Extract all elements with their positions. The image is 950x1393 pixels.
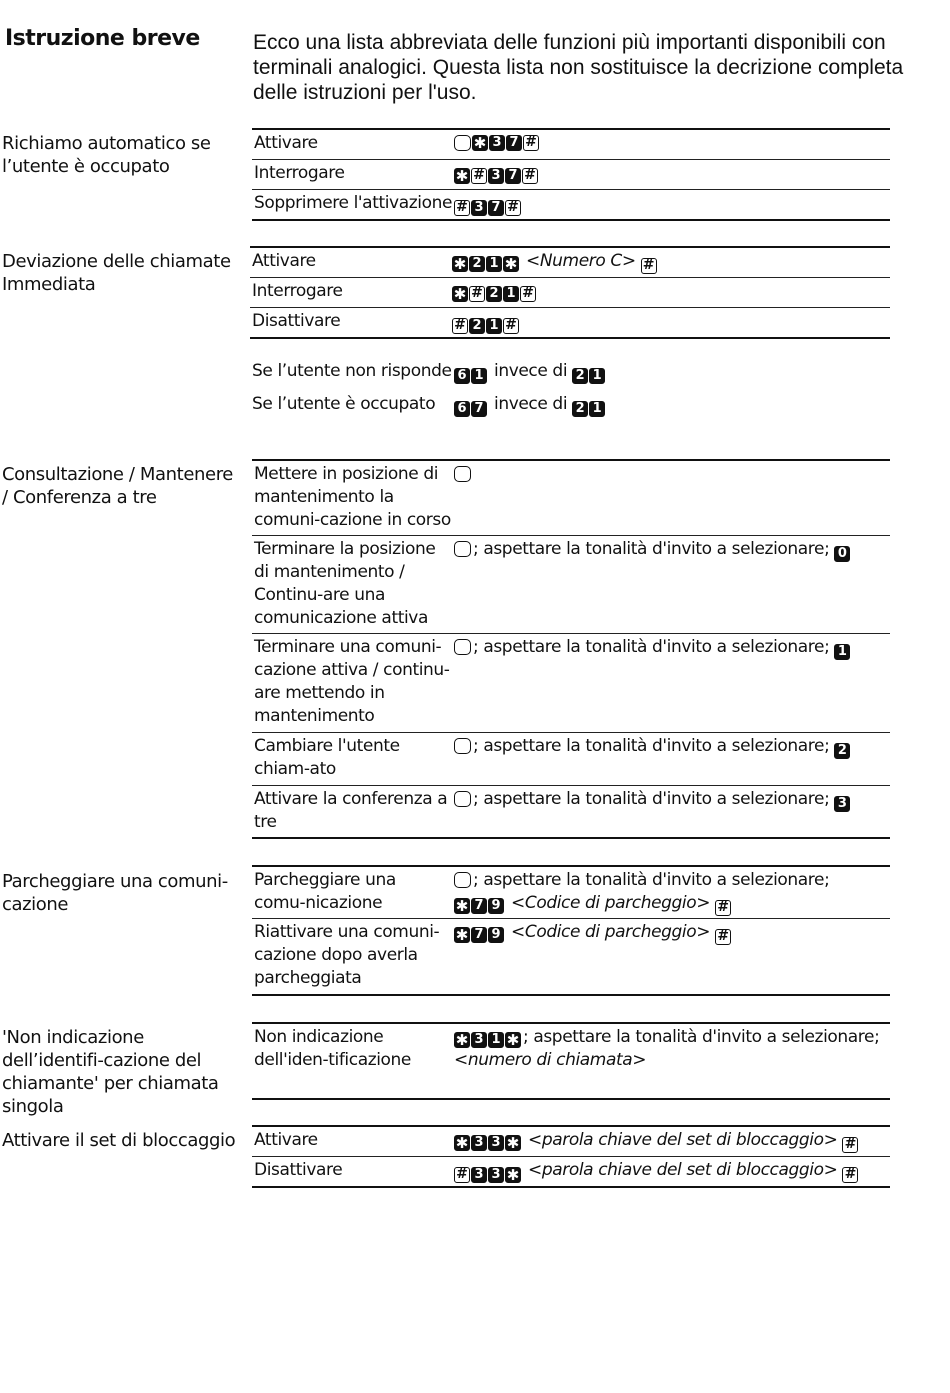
row-label: Mettere in posizione di mantenimento la comuni-cazione in corso (254, 464, 451, 530)
note-command (454, 360, 607, 393)
hook-key-icon (454, 541, 471, 557)
parameter-text: <Codice di parcheggio> (506, 893, 716, 913)
hook-key-icon (454, 466, 471, 482)
hash-key-icon: # (452, 318, 468, 334)
key-sequence (454, 466, 471, 482)
key-sequence (452, 286, 536, 302)
row-label: Sopprimere l'attivazione (254, 193, 453, 213)
row-label: Disattivare (252, 311, 341, 331)
row-command (452, 867, 890, 918)
key-sequence (454, 368, 487, 384)
key-sequence (454, 791, 471, 807)
row-command (452, 160, 890, 189)
key-sequence (834, 546, 850, 562)
table-clir (252, 1022, 890, 1100)
key-sequence (454, 1135, 521, 1151)
note-label: Se l’utente non risponde (252, 361, 452, 381)
instruction-text: ; aspettare la tonalità d'invito a selezionare; (473, 736, 835, 756)
table-row (252, 733, 890, 786)
row-command (452, 733, 890, 785)
digit-key-7: 7 (471, 401, 487, 417)
star-key-icon: ✱ (455, 897, 469, 915)
table-row (250, 308, 890, 339)
hash-key-icon: # (842, 1137, 858, 1153)
section-label-callback: Richiamo automatico se l’utente è occupato (2, 133, 211, 177)
digit-key-2: 2 (572, 368, 588, 384)
key-sequence (572, 401, 605, 417)
digit-key-7: 7 (471, 898, 487, 914)
table-consultation (252, 459, 890, 839)
row-label: Interrogare (254, 163, 345, 183)
key-sequence (641, 258, 657, 274)
digit-key-3: 3 (489, 135, 505, 151)
hash-key-icon: # (522, 168, 538, 184)
row-command (452, 919, 890, 994)
digit-key-1: 1 (834, 644, 850, 660)
row-command (450, 308, 890, 337)
table-parking (252, 865, 890, 996)
table-forwarding (250, 246, 890, 339)
key-sequence (454, 927, 504, 943)
hook-key-icon (454, 135, 471, 151)
key-sequence (454, 872, 471, 888)
row-command (450, 248, 890, 277)
row-command (452, 786, 890, 837)
key-sequence (454, 898, 504, 914)
row-label: Attivare (254, 1130, 318, 1150)
digit-key-3: 3 (471, 1032, 487, 1048)
hash-key-icon: # (454, 200, 470, 216)
row-label: Interrogare (252, 281, 343, 301)
forwarding-notes (252, 360, 890, 426)
row-label: Attivare (252, 251, 316, 271)
key-sequence (454, 168, 538, 184)
page-title: Istruzione breve (5, 26, 200, 51)
star-key-icon: ✱ (473, 134, 487, 152)
key-sequence (454, 738, 471, 754)
instruction-text: ; aspettare la tonalità d'invito a selezionare; (473, 870, 830, 890)
hash-key-icon: # (842, 1167, 858, 1183)
star-key-icon: ✱ (455, 1134, 469, 1152)
star-key-icon: ✱ (455, 926, 469, 944)
hook-key-icon (454, 738, 471, 754)
hash-key-icon: # (454, 1167, 470, 1183)
key-sequence (454, 1167, 521, 1183)
key-sequence (454, 1032, 521, 1048)
digit-key-2: 2 (469, 256, 485, 272)
key-sequence (842, 1167, 858, 1183)
star-key-icon: ✱ (455, 167, 469, 185)
table-row (252, 919, 890, 996)
intro-paragraph: Ecco una lista abbreviata delle funzioni più importanti disponibili con terminali analogici. Questa lista non sostituisce la decrizione completa delle istruzioni per l'uso. (253, 31, 904, 104)
note-label: Se l’utente è occupato (252, 394, 436, 414)
table-row (252, 786, 890, 839)
key-sequence (454, 639, 471, 655)
table-row (252, 1022, 890, 1100)
digit-key-3: 3 (488, 1135, 504, 1151)
note-text: invece di (489, 361, 573, 381)
row-label: Terminare una comuni-cazione attiva / continu-are mettendo in mantenimento (254, 637, 450, 726)
key-sequence (454, 200, 521, 216)
parameter-text: <Codice di parcheggio> (506, 922, 716, 942)
row-command (450, 278, 890, 307)
key-sequence (454, 541, 471, 557)
row-label: Parcheggiare una comu-nicazione (254, 870, 396, 913)
hook-key-icon (454, 639, 471, 655)
digit-key-1: 1 (589, 401, 605, 417)
digit-key-7: 7 (471, 927, 487, 943)
digit-key-1: 1 (589, 368, 605, 384)
instruction-text: ; aspettare la tonalità d'invito a selezionare; (473, 637, 835, 657)
row-command (452, 1157, 890, 1186)
row-command (452, 130, 890, 159)
digit-key-3: 3 (471, 1167, 487, 1183)
digit-key-6: 6 (454, 368, 470, 384)
hash-key-icon: # (503, 318, 519, 334)
star-key-icon: ✱ (506, 1031, 520, 1049)
digit-key-7: 7 (506, 135, 522, 151)
digit-key-9: 9 (488, 927, 504, 943)
digit-key-1: 1 (488, 1032, 504, 1048)
table-row (252, 865, 890, 919)
table-row (252, 160, 890, 190)
note-command (454, 393, 607, 426)
star-key-icon: ✱ (453, 255, 467, 273)
table-row (252, 634, 890, 733)
row-command (452, 1127, 890, 1156)
table-lock (252, 1125, 890, 1188)
row-label: Attivare la conferenza a tre (254, 789, 448, 832)
row-label: Terminare la posizione di mantenimento / Continu-are una comunicazione attiva (254, 539, 436, 628)
key-sequence (834, 796, 850, 812)
section-label-consultation: Consultazione / Mantenere / Conferenza a tre (2, 464, 233, 508)
digit-key-2: 2 (486, 286, 502, 302)
key-sequence (715, 900, 731, 916)
row-command (452, 461, 890, 535)
key-sequence (715, 929, 731, 945)
section-label-clir: 'Non indicazione dell’identifi-cazione del chiamante' per chiamata singola (2, 1027, 219, 1117)
parameter-text: <numero di chiamata> (454, 1050, 647, 1070)
row-command (452, 190, 890, 219)
key-sequence (842, 1137, 858, 1153)
instruction-text: ; aspettare la tonalità d'invito a selezionare; (473, 789, 835, 809)
instruction-text: ; aspettare la tonalità d'invito a selezionare; (523, 1027, 880, 1047)
digit-key-2: 2 (469, 318, 485, 334)
hash-key-icon: # (520, 286, 536, 302)
key-sequence (834, 743, 850, 759)
parameter-text: <Numero C> (521, 251, 641, 271)
digit-key-3: 3 (488, 168, 504, 184)
table-row (252, 190, 890, 221)
star-key-icon: ✱ (504, 255, 518, 273)
note-row (252, 360, 890, 393)
table-row (252, 1157, 890, 1188)
digit-key-2: 2 (834, 743, 850, 759)
key-sequence (452, 318, 519, 334)
row-label: Riattivare una comuni-cazione dopo averla parcheggiata (254, 922, 440, 988)
digit-key-1: 1 (471, 368, 487, 384)
hash-key-icon: # (715, 929, 731, 945)
table-callback (252, 128, 890, 221)
digit-key-3: 3 (488, 1167, 504, 1183)
digit-key-2: 2 (572, 401, 588, 417)
star-key-icon: ✱ (453, 285, 467, 303)
row-label: Non indicazione dell'iden-tificazione (254, 1027, 411, 1070)
key-sequence (454, 135, 539, 151)
hash-key-icon: # (715, 900, 731, 916)
table-row (250, 278, 890, 308)
section-label-forwarding: Deviazione delle chiamate Immediata (2, 251, 231, 295)
hash-key-icon: # (471, 168, 487, 184)
digit-key-1: 1 (503, 286, 519, 302)
row-label: Attivare (254, 133, 318, 153)
star-key-icon: ✱ (506, 1166, 520, 1184)
row-command (452, 634, 890, 732)
note-text: invece di (489, 394, 573, 414)
digit-key-7: 7 (505, 168, 521, 184)
section-label-parking: Parcheggiare una comuni-cazione (2, 871, 228, 915)
digit-key-3: 3 (471, 1135, 487, 1151)
digit-key-3: 3 (834, 796, 850, 812)
table-row (252, 536, 890, 634)
key-sequence (454, 401, 487, 417)
section-label-lock: Attivare il set di bloccaggio (2, 1130, 236, 1151)
star-key-icon: ✱ (455, 1031, 469, 1049)
parameter-text: <parola chiave del set di bloccaggio> (523, 1160, 843, 1180)
key-sequence (834, 644, 850, 660)
digit-key-7: 7 (488, 200, 504, 216)
star-key-icon: ✱ (506, 1134, 520, 1152)
table-row (252, 1125, 890, 1157)
hash-key-icon: # (523, 135, 539, 151)
key-sequence (452, 256, 519, 272)
table-row (250, 246, 890, 278)
row-command (452, 1024, 890, 1098)
hook-key-icon (454, 791, 471, 807)
note-row (252, 393, 890, 426)
digit-key-3: 3 (471, 200, 487, 216)
digit-key-6: 6 (454, 401, 470, 417)
instruction-text: ; aspettare la tonalità d'invito a selezionare; (473, 539, 835, 559)
digit-key-9: 9 (488, 898, 504, 914)
table-row (252, 459, 890, 536)
row-label: Cambiare l'utente chiam-ato (254, 736, 400, 779)
digit-key-1: 1 (486, 318, 502, 334)
digit-key-1: 1 (486, 256, 502, 272)
row-label: Disattivare (254, 1160, 343, 1180)
table-row (252, 128, 890, 160)
parameter-text: <parola chiave del set di bloccaggio> (523, 1130, 843, 1150)
row-command (452, 536, 890, 633)
hash-key-icon: # (505, 200, 521, 216)
digit-key-0: 0 (834, 546, 850, 562)
hash-key-icon: # (469, 286, 485, 302)
hook-key-icon (454, 872, 471, 888)
hash-key-icon: # (641, 258, 657, 274)
key-sequence (572, 368, 605, 384)
